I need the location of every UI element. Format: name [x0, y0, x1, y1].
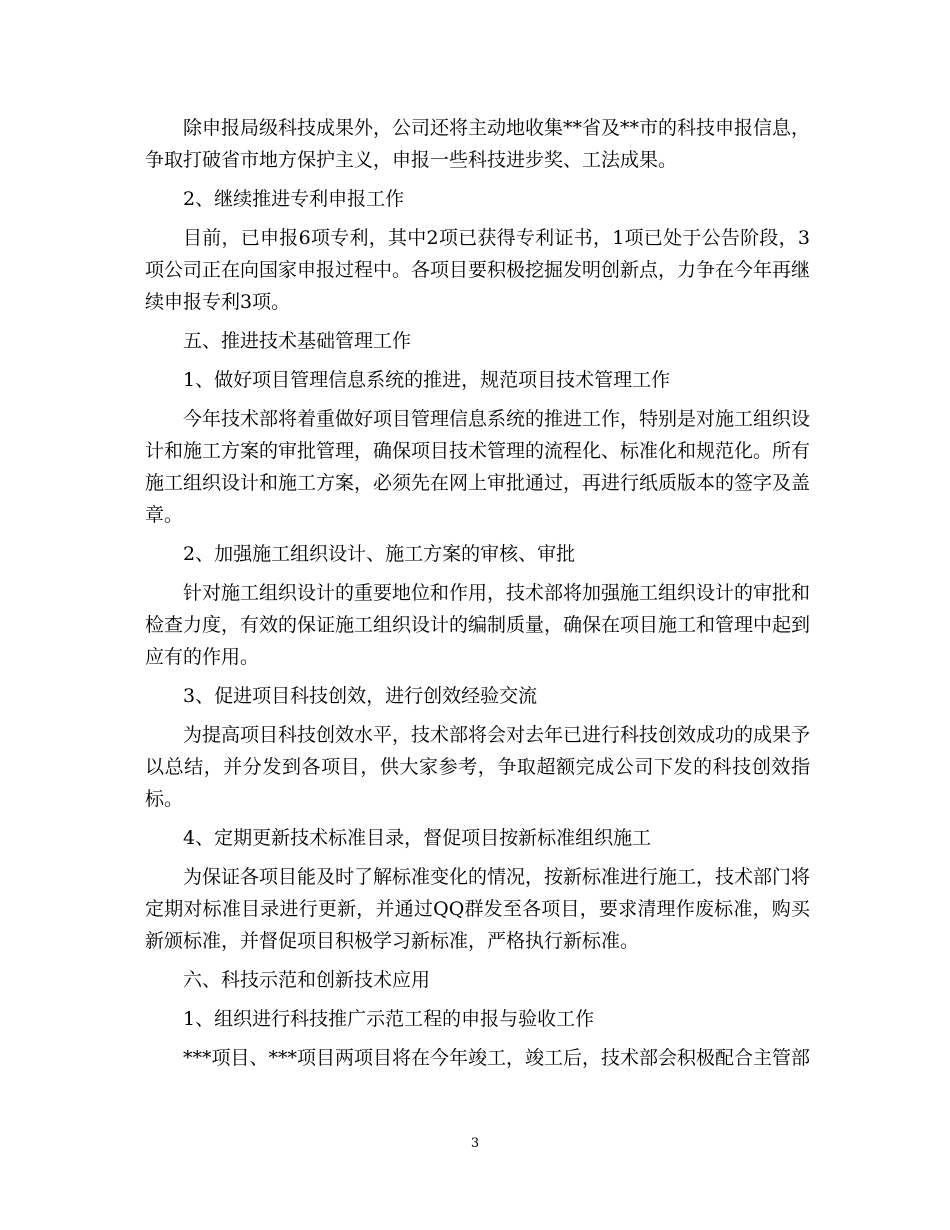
- document-body: [145, 112, 810, 1081]
- paragraph-provincial-info: 除申报局级科技成果外，公司还将主动地收集**省及**市的科技申报信息，争取打破省市地方保护主义，申报一些科技进步奖、工法成果。: [145, 117, 811, 171]
- paragraph-info-system: 今年技术部将着重做好项目管理信息系统的推进工作，特别是对施工组织设计和施工方案的审批管理，确保项目技术管理的流程化、标准化和规范化。所有施工组织设计和施工方案，必须先在网上审批通过，再进行纸质版本的签字及盖章。: [145, 408, 811, 526]
- heading-design-review: 2、加强施工组织设计、施工方案的审核、审批: [183, 543, 576, 565]
- page-number: 3: [470, 1136, 480, 1151]
- paragraph-tech-efficiency: 为提高项目科技创效水平，技术部将会对去年已进行科技创效成功的成果予以总结，并分发到各项目，供大家参考，争取超额完成公司下发的科技创效指标。: [145, 724, 811, 810]
- heading-tech-efficiency: 3、促进项目科技创效，进行创效经验交流: [183, 685, 538, 707]
- heading-patent-application: 2、继续推进专利申报工作: [183, 188, 405, 210]
- heading-info-system: 1、做好项目管理信息系统的推进，规范项目技术管理工作: [183, 369, 671, 391]
- heading-demo-project: 1、组织进行科技推广示范工程的申报与验收工作: [183, 1008, 595, 1030]
- paragraph-standards-update: 为保证各项目能及时了解标准变化的情况，按新标准进行施工，技术部门将定期对标准目录进行更新，并通过QQ群发至各项目，要求清理作废标准，购买新颁标准，并督促项目积极学习新标准，严格执行新标准。: [145, 866, 811, 952]
- paragraph-demo-project: ***项目、***项目两项目将在今年竣工，竣工后，技术部会积极配合主管部: [183, 1047, 811, 1069]
- paragraph-design-review: 针对施工组织设计的重要地位和作用，技术部将加强施工组织设计的审批和检查力度，有效的保证施工组织设计的编制质量，确保在项目施工和管理中起到应有的作用。: [145, 582, 811, 668]
- paragraph-patent-status: 目前，已申报6项专利，其中2项已获得专利证书，1项已处于公告阶段，3项公司正在向国家申报过程中。各项目要积极挖掘发明创新点，力争在今年再继续申报专利3项。: [145, 227, 811, 313]
- heading-standards-update: 4、定期更新技术标准目录，督促项目按新标准组织施工: [183, 827, 652, 849]
- heading-section-five: 五、推进技术基础管理工作: [183, 330, 412, 352]
- heading-section-six: 六、科技示范和创新技术应用: [183, 969, 431, 991]
